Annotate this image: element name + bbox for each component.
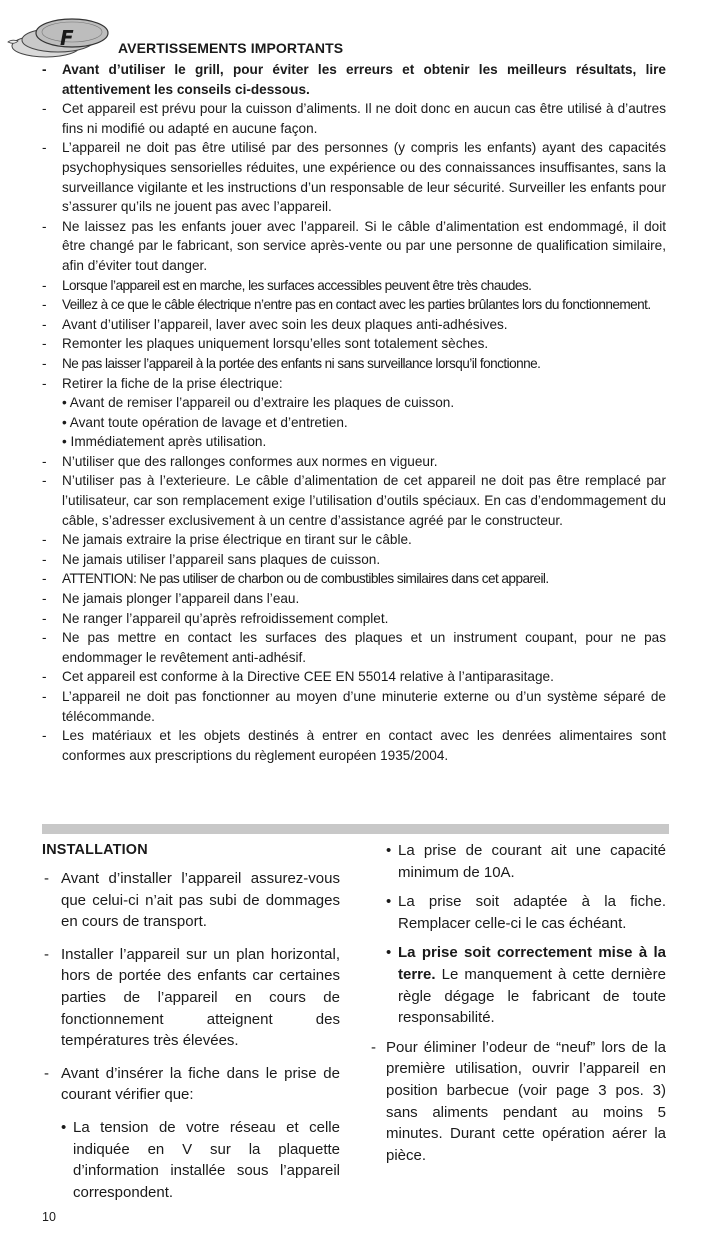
warning-item-unplug bbox=[40, 374, 666, 452]
warning-subitem: • Immédiatement après utilisation. bbox=[62, 434, 267, 450]
warning-item: - Cet appareil est conforme à la Directive CEE EN 55014 relative à l’antiparasitage. bbox=[40, 667, 666, 687]
warning-item: - Avant d’utiliser l’appareil, laver avec soin les deux plaques anti-adhésives. bbox=[40, 315, 666, 335]
warning-item: - Ne pas mettre en contact les surfaces des plaques et un instrument coupant, pour ne pas endommager le revêtement anti-adhésif. bbox=[40, 628, 666, 667]
warning-item: - ATTENTION: Ne pas utiliser de charbon ou de combustibles similaires dans cet appareil. bbox=[40, 569, 666, 589]
warnings-title: AVERTISSEMENTS IMPORTANTS bbox=[118, 40, 344, 56]
warning-item: - Remonter les plaques uniquement lorsqu’elles sont totalement sèches. bbox=[40, 334, 666, 354]
warning-item: - Ne laissez pas les enfants jouer avec l’appareil. Si le câble d’alimentation est endommagé, il doit être changé par le fabricant, son service après-vente ou par une personne de qualification similaire, afin d’éviter tout danger. bbox=[40, 217, 666, 276]
installation-left-column bbox=[42, 868, 340, 1214]
warning-item: - Les matériaux et les objets destinés à entrer en contact avec les denrées alimentaires sont conformes aux prescriptions du règlement européen 1935/2004. bbox=[40, 726, 666, 765]
installation-check-item: • La tension de votre réseau et celle indiquée en V sur la plaquette d’information installée sous l’appareil correspondent. bbox=[42, 1117, 340, 1203]
warning-item: - L’appareil ne doit pas être utilisé par des personnes (y compris les enfants) ayant des capacités psychophysiques sensorielles réduites, une expérience ou des connaissances insuffisantes, sans la surveillance vigilante et les instructions d’un responsable de leur sécurité. Surveiller les enfants pour s’assurer qu’ils ne jouent pas avec l’appareil. bbox=[40, 138, 666, 216]
installation-item: - Pour éliminer l’odeur de “neuf” lors de la première utilisation, ouvrir l’appareil en position barbecue (voir page 3 pos. 3) sans aliments pendant au moins 5 minutes. Durant cette opération aérer la pièce. bbox=[370, 1037, 666, 1167]
earth-warning-text: Le manquement à cette dernière règle dégage le fabricant de toute responsabilité. bbox=[398, 965, 666, 1027]
installation-item: - Installer l’appareil sur un plan horizontal, hors de portée des enfants car certaines parties de l’appareil en cours de fonctionnement atteignent des températures très élevées. bbox=[42, 944, 340, 1052]
installation-check-item: • La prise soit adaptée à la fiche. Remplacer celle-ci le cas échéant. bbox=[370, 891, 666, 934]
warning-item: - Lorsque l’appareil est en marche, les surfaces accessibles peuvent être très chaudes. bbox=[40, 276, 666, 296]
installation-right-column bbox=[370, 840, 666, 1177]
installation-item: - Avant d’insérer la fiche dans le prise de courant vérifier que: bbox=[42, 1063, 340, 1106]
section-divider bbox=[42, 824, 669, 834]
warning-item: - Ne jamais utiliser l’appareil sans plaques de cuisson. bbox=[40, 550, 666, 570]
installation-check-item: • La prise de courant ait une capacité minimum de 10A. bbox=[370, 840, 666, 883]
warning-item: - Ne ranger l’appareil qu’après refroidissement complet. bbox=[40, 609, 666, 629]
logo-letter: F bbox=[60, 26, 74, 50]
page-number: 10 bbox=[42, 1210, 56, 1224]
installation-item: - Avant d’installer l’appareil assurez-vous que celui-ci n’ait pas subi de dommages en cours de transport. bbox=[42, 868, 340, 933]
earth-warning-bold: La prise soit correctement mise à la terre. bbox=[398, 944, 666, 983]
warning-item-text: Retirer la fiche de la prise électrique: bbox=[62, 375, 283, 391]
plates-icon bbox=[6, 12, 110, 62]
warning-subitem: • Avant toute opération de lavage et d’entretien. bbox=[62, 414, 348, 430]
warnings-list bbox=[40, 60, 666, 765]
warning-subitem: • Avant de remiser l’appareil ou d’extraire les plaques de cuisson. bbox=[62, 395, 455, 411]
warning-item: - L’appareil ne doit pas fonctionner au moyen d’une minuterie externe ou d’un système séparé de télécommande. bbox=[40, 687, 666, 726]
language-badge-logo bbox=[6, 12, 110, 62]
installation-title: INSTALLATION bbox=[42, 842, 148, 858]
warning-item: - N’utiliser pas à l’exterieure. Le câble d’alimentation de cet appareil ne doit pas être remplacé par l’utilisateur, car son remplacement exige l’utilisation d’outils spéciaux. En cas d’endommagement du câble, s’adresser exclusivement à un centre d’assistance agréé par le constructeur. bbox=[40, 471, 666, 530]
warning-item: - Ne pas laisser l’appareil à la portée des enfants ni sans surveillance lorsqu’il fonctionne. bbox=[40, 354, 666, 374]
warning-item: - Ne jamais extraire la prise électrique en tirant sur le câble. bbox=[40, 530, 666, 550]
warning-item: - N’utiliser que des rallonges conformes aux normes en vigueur. bbox=[40, 452, 666, 472]
warning-item: - Cet appareil est prévu pour la cuisson d’aliments. Il ne doit donc en aucun cas être utilisé à d’autres fins ni modifié ou adapté en aucune façon. bbox=[40, 99, 666, 138]
installation-check-item-earth bbox=[370, 942, 666, 1028]
warning-item: - Ne jamais plonger l’appareil dans l’eau. bbox=[40, 589, 666, 609]
warning-item: - Veillez à ce que le câble électrique n’entre pas en contact avec les parties brûlantes lors du fonctionnement. bbox=[40, 295, 666, 315]
warning-item: - Avant d’utiliser le grill, pour éviter les erreurs et obtenir les meilleurs résultats, lire attentivement les conseils ci-dessous. bbox=[40, 60, 666, 99]
